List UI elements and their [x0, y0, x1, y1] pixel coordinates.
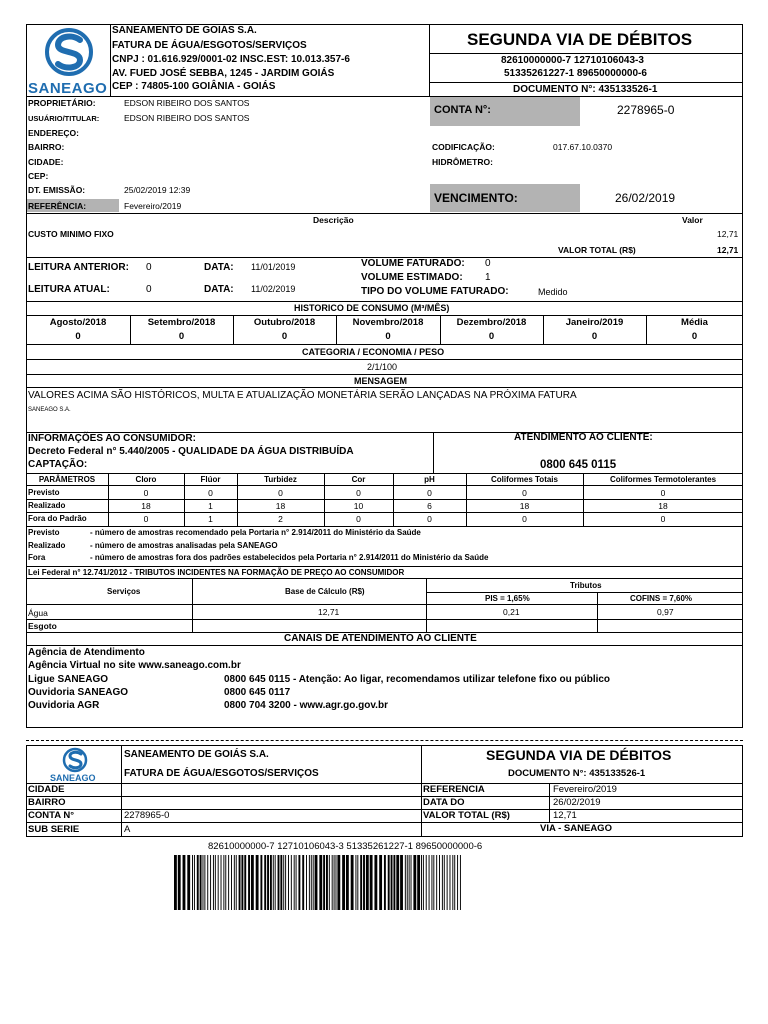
reference-label: REFERÊNCIA: [28, 201, 87, 211]
barcode-bar [264, 855, 266, 910]
quality-cell: 18 [275, 501, 286, 511]
emission-label: DT. EMISSÃO: [28, 185, 86, 195]
barcode-bar [194, 855, 195, 910]
barcode-bar [351, 855, 354, 910]
barcode-bar [370, 855, 373, 910]
barcode-bar [298, 855, 300, 910]
barcode-bar [309, 855, 310, 910]
barcode-bar [280, 855, 282, 910]
barcode-bar [405, 855, 406, 910]
bill-type: FATURA DE ÁGUA/ESGOTOS/SERVIÇOS [112, 40, 307, 51]
barcode-bar [411, 855, 412, 910]
virtual-agency-text: Agência Virtual no site www.saneago.com.br [28, 660, 241, 671]
barcode-bar [332, 855, 333, 910]
barcode-bar [203, 855, 204, 910]
prev-date-label: DATA: [204, 262, 234, 273]
quality-cell: 18 [141, 501, 151, 511]
quality-cell: 0 [143, 488, 149, 498]
barcode-bar [210, 855, 211, 910]
quality-row-label: Fora do Padrão [28, 514, 87, 523]
barcode-bar [187, 855, 190, 910]
barcode-bar [346, 855, 349, 910]
captacao-label: CAPTAÇÃO: [28, 459, 88, 470]
barcode-bar [366, 855, 369, 910]
barcode-bar [363, 855, 365, 910]
barcode-bar [239, 855, 241, 910]
billed-volume-label: VOLUME FATURADO: [361, 258, 465, 269]
code-line-1: 82610000000-7 12710106043-3 [501, 55, 644, 66]
barcode-bar [204, 855, 205, 910]
barcode-bar [436, 855, 437, 910]
message-title: MENSAGEM [354, 376, 408, 386]
message-text: VALORES ACIMA SÃO HISTÓRICOS, MULTA E ATUALIZAÇÃO MONETÁRIA SERÃO LANÇADAS NA PRÓXIMA FATURA [28, 390, 577, 401]
barcode-bar [221, 855, 222, 910]
legend-desc: - número de amostras recomendado pela Portaria n° 2.914/2011 do Ministério da Saúde [90, 528, 421, 537]
stub-subserie-label: SUB SERIE [28, 824, 80, 835]
code-line-2: 51335261227-1 89650000000-6 [504, 68, 647, 79]
curr-date-label: DATA: [204, 284, 234, 295]
service-phone: 0800 645 0115 [540, 459, 617, 471]
barcode-bar [457, 855, 458, 910]
company-address: AV. FUED JOSÉ SEBBA, 1245 - JARDIM GOIÁS [112, 68, 335, 79]
stub-cidade-label: CIDADE [28, 784, 65, 795]
tax-law: Lei Federal n° 12.741/2012 - TRIBUTOS INCIDENTES NA FORMAÇÃO DE PREÇO AO CONSUMIDOR [28, 568, 405, 577]
history-month: Média [681, 317, 708, 328]
curr-reading-value: 0 [146, 284, 152, 295]
company-cnpj: CNPJ : 01.616.929/0001-02 INSC.EST: 10.013.357-6 [112, 54, 350, 65]
total-value: 12,71 [717, 245, 739, 255]
barcode-bar [396, 855, 399, 910]
barcode-bar [409, 855, 410, 910]
quality-header: pH [424, 475, 435, 484]
history-value: 0 [591, 331, 598, 342]
quality-cell: 1 [208, 501, 213, 511]
company-cep: CEP : 74805-100 GOIÂNIA - GOIÁS [112, 81, 276, 92]
logo-text: SANEAGO [28, 80, 108, 97]
cut-line [26, 740, 743, 741]
barcode-bar [225, 855, 226, 910]
barcode-bar [192, 855, 193, 910]
stub-total-value: 12,71 [553, 810, 577, 821]
address-label: ENDEREÇO: [28, 128, 80, 138]
tributes-header: Tributos [570, 581, 602, 590]
history-month: Janeiro/2019 [565, 317, 624, 328]
quality-cell: 18 [519, 501, 530, 511]
quality-cell: 10 [353, 501, 364, 511]
quality-cell: 0 [660, 514, 666, 524]
barcode-bar [207, 855, 208, 910]
volume-type-label: TIPO DO VOLUME FATURADO: [361, 286, 509, 297]
barcode-bar [426, 855, 427, 910]
barcode-bar [429, 855, 430, 910]
history-month: Dezembro/2018 [456, 317, 527, 328]
barcode-bar [251, 855, 254, 910]
stub-bairro-label: BAIRRO [28, 797, 66, 808]
sewer-label: Esgoto [28, 621, 57, 631]
barcode-bar [407, 855, 408, 910]
volume-type-value: Medido [538, 287, 568, 297]
barcode-bar [256, 855, 259, 910]
stub-conta-value: 2278965-0 [124, 810, 170, 821]
barcode-bar [334, 855, 335, 910]
agr-value: 0800 704 3200 - www.agr.go.gov.br [224, 700, 388, 711]
quality-cell: 0 [427, 488, 432, 498]
stub-logo [40, 746, 110, 784]
history-value: 0 [75, 331, 81, 342]
quality-cell: 0 [356, 514, 361, 524]
prev-reading-label: LEITURA ANTERIOR: [28, 262, 129, 273]
stub-company-name: SANEAMENTO DE GOIÁS S.A. [124, 749, 269, 760]
barcode-bar [228, 855, 229, 910]
barcode-bar [291, 855, 292, 910]
barcode-bar [248, 855, 250, 910]
history-value: 0 [281, 331, 288, 342]
history-month: Novembro/2018 [352, 317, 424, 328]
history-value: 0 [691, 331, 698, 342]
owner-value: EDSON RIBEIRO DOS SANTOS [124, 98, 250, 108]
water-base: 12,71 [318, 607, 340, 617]
barcode-bar [200, 855, 202, 910]
ligue-label: Ligue SANEAGO [28, 674, 109, 685]
barcode-bar [360, 855, 362, 910]
barcode-bar [337, 855, 340, 910]
barcode-bar [433, 855, 434, 910]
history-value: 0 [488, 331, 495, 342]
stub-subserie-value: A [124, 824, 131, 835]
curr-date-value: 11/02/2019 [251, 284, 296, 294]
barcode-bar [336, 855, 337, 910]
stub-bill-type: FATURA DE ÁGUA/ESGOTOS/SERVIÇOS [124, 768, 319, 779]
account-value: 2278965-0 [617, 103, 675, 117]
quality-header: Cor [351, 475, 366, 484]
barcode-bar [213, 855, 214, 910]
owner-label: PROPRIETÁRIO: [28, 98, 96, 108]
cofins-header: COFINS = 7,60% [630, 594, 693, 603]
barcode-bar [174, 855, 177, 910]
hydrometer-label: HIDRÔMETRO: [432, 157, 493, 167]
barcode-bar [223, 855, 224, 910]
barcode-bar [439, 855, 440, 910]
barcode-bar [400, 855, 403, 910]
ligue-value: 0800 645 0115 - Atenção: Ao ligar, recomendamos utilizar telefone fixo ou público [224, 674, 611, 685]
ouvidoria-value: 0800 645 0117 [224, 687, 291, 698]
barcode-bar [273, 855, 274, 910]
barcode-bar [296, 855, 297, 910]
legend-term: Realizado [28, 541, 66, 550]
value-header: Valor [682, 215, 703, 225]
cep-label: CEP: [28, 171, 49, 181]
reference-value: Fevereiro/2019 [124, 201, 182, 211]
quality-cell: 18 [658, 501, 668, 511]
cidade-label: CIDADE: [28, 157, 64, 167]
legend-desc: - número de amostras analisadas pela SANEAGO [90, 541, 278, 550]
page-title: SEGUNDA VIA DE DÉBITOS [467, 30, 693, 49]
barcode-bar [313, 855, 314, 910]
history-value: 0 [178, 331, 185, 342]
category-value: 2/1/100 [367, 362, 398, 372]
due-value: 26/02/2019 [615, 191, 676, 205]
codification-label: CODIFICAÇÃO: [432, 142, 495, 152]
stub-via: VIA - SANEAGO [540, 823, 612, 834]
barcode [172, 855, 592, 910]
barcode-bar [323, 855, 325, 910]
quality-header: Turbidez [264, 475, 297, 484]
agency-text: Agência de Atendimento [28, 647, 145, 658]
quality-header: Cloro [135, 475, 157, 484]
stub-date-label: DATA DO [423, 797, 465, 808]
barcode-bar [326, 855, 328, 910]
barcode-bar [454, 855, 455, 910]
barcode-bar [267, 855, 269, 910]
ouvidoria-label: Ouvidoria SANEAGO [28, 687, 129, 698]
stub-title: SEGUNDA VIA DE DÉBITOS [486, 747, 672, 763]
barcode-bar [342, 855, 345, 910]
category-title: CATEGORIA / ECONOMIA / PESO [302, 347, 445, 357]
info-title: INFORMAÇÕES AO CONSUMIDOR: [28, 433, 196, 444]
quality-cell: 0 [427, 514, 432, 524]
barcode-bar [283, 855, 284, 910]
legend-term: Fora [28, 553, 46, 562]
barcode-number: 82610000000-7 12710106043-3 51335261227-1 89650000000-6 [208, 841, 483, 852]
barcode-bar [452, 855, 453, 910]
prev-date-value: 11/01/2019 [251, 262, 296, 272]
quality-cell: 0 [522, 514, 527, 524]
barcode-bar [306, 855, 307, 910]
quality-cell: 0 [208, 488, 213, 498]
charge-item-name: CUSTO MINIMO FIXO [28, 229, 114, 239]
barcode-bar [231, 855, 232, 910]
barcode-bar [413, 855, 416, 910]
quality-cell: 0 [660, 488, 666, 498]
barcode-bar [270, 855, 272, 910]
barcode-bar [260, 855, 262, 910]
quality-row-label: Previsto [28, 488, 60, 497]
barcode-bar [374, 855, 377, 910]
quality-row-label: Realizado [28, 501, 66, 510]
barcode-bar [183, 855, 186, 910]
stub-conta-label: CONTA N° [28, 810, 75, 821]
stub-document: DOCUMENTO N°: 435133526-1 [508, 768, 646, 779]
stub-ref-label: REFERENCIA [423, 784, 485, 795]
codification-value: 017.67.10.0370 [553, 142, 613, 152]
curr-reading-label: LEITURA ATUAL: [28, 284, 110, 295]
stub-logo-text: SANEAGO [50, 773, 96, 783]
prev-reading-value: 0 [146, 262, 152, 273]
charge-item-value: 12,71 [717, 229, 739, 239]
barcode-bar [442, 855, 443, 910]
quality-header: PARÂMETROS [38, 475, 96, 484]
barcode-bar [236, 855, 237, 910]
barcode-bar [234, 855, 235, 910]
barcode-bar [384, 855, 386, 910]
barcode-bar [391, 855, 393, 910]
barcode-bar [278, 855, 280, 910]
barcode-bar [357, 855, 358, 910]
service-title: ATENDIMENTO AO CLIENTE: [514, 432, 653, 443]
barcode-bar [315, 855, 318, 910]
agr-label: Ouvidoria AGR [28, 700, 100, 711]
quality-cell: 0 [522, 488, 527, 498]
services-header: Serviços [107, 587, 141, 596]
due-label: VENCIMENTO: [434, 191, 518, 205]
barcode-bar [421, 855, 422, 910]
barcode-bar [275, 855, 276, 910]
decree-text: Decreto Federal n° 5.440/2005 - QUALIDADE DA ÁGUA DISTRIBUÍDA [28, 446, 354, 457]
quality-cell: 2 [278, 514, 283, 524]
barcode-bar [218, 855, 219, 910]
barcode-bar [388, 855, 390, 910]
estimated-volume-label: VOLUME ESTIMADO: [361, 272, 463, 283]
barcode-bar [379, 855, 382, 910]
quality-header: Flúor [200, 475, 221, 484]
barcode-bar [431, 855, 432, 910]
barcode-bar [197, 855, 199, 910]
quality-cell: 0 [278, 488, 283, 498]
quality-cell: 0 [356, 488, 361, 498]
stub-ref-value: Fevereiro/2019 [553, 784, 617, 795]
barcode-bar [288, 855, 289, 910]
pis-header: PIS = 1,65% [485, 594, 530, 603]
message-signature: SANEAGO S.A. [28, 407, 71, 413]
user-label: USUÁRIO/TITULAR: [28, 114, 100, 123]
estimated-volume-value: 1 [485, 272, 491, 283]
history-month: Setembro/2018 [147, 317, 216, 328]
barcode-bar [329, 855, 330, 910]
barcode-bar [302, 855, 304, 910]
barcode-bar [423, 855, 424, 910]
saneago-logo [28, 26, 110, 96]
barcode-bar [355, 855, 356, 910]
document-number: DOCUMENTO N°: 435133526-1 [513, 84, 658, 95]
barcode-bar [244, 855, 246, 910]
quality-cell: 1 [208, 514, 213, 524]
legend-term: Previsto [28, 528, 60, 537]
barcode-bar [311, 855, 312, 910]
barcode-bar [319, 855, 322, 910]
account-label: CONTA N°: [434, 104, 491, 116]
quality-header: Coliformes Termotolerantes [609, 475, 717, 484]
stub-date-value: 26/02/2019 [553, 797, 601, 808]
history-month: Outubro/2018 [253, 317, 316, 328]
desc-header: Descrição [313, 215, 354, 225]
user-value: EDSON RIBEIRO DOS SANTOS [124, 113, 250, 123]
quality-cell: 0 [143, 514, 149, 524]
emission-value: 25/02/2019 12:39 [124, 185, 191, 195]
barcode-bar [450, 855, 451, 910]
barcode-bar [444, 855, 445, 910]
total-label: VALOR TOTAL (R$) [558, 245, 636, 255]
water-cofins: 0,97 [657, 607, 674, 617]
channels-title: CANAIS DE ATENDIMENTO AO CLIENTE [284, 633, 477, 644]
legend-desc: - número de amostras fora dos padrões estabelecidos pela Portaria n° 2.914/2011 do Ministério da Saúde [90, 553, 489, 562]
barcode-bar [447, 855, 448, 910]
quality-cell: 6 [427, 501, 432, 511]
barcode-bar [178, 855, 181, 910]
base-header: Base de Cálculo (R$) [285, 587, 365, 596]
barcode-bar [417, 855, 420, 910]
water-pis: 0,21 [503, 607, 520, 617]
quality-header: Coliformes Totais [491, 475, 558, 484]
barcode-bar [393, 855, 395, 910]
stub-total-label: VALOR TOTAL (R$) [423, 810, 510, 821]
history-title: HISTORICO DE CONSUMO (M³/MÊS) [294, 303, 450, 313]
barcode-bar [241, 855, 243, 910]
history-value: 0 [385, 331, 391, 342]
barcode-bar [460, 855, 461, 910]
billed-volume-value: 0 [485, 258, 491, 269]
barcode-bar [294, 855, 295, 910]
bairro-label: BAIRRO: [28, 142, 65, 152]
barcode-bar [215, 855, 216, 910]
history-month: Agosto/2018 [49, 317, 107, 328]
water-label: Água [28, 608, 48, 618]
barcode-bar [285, 855, 286, 910]
company-name: SANEAMENTO DE GOIÁS S.A. [112, 25, 257, 36]
